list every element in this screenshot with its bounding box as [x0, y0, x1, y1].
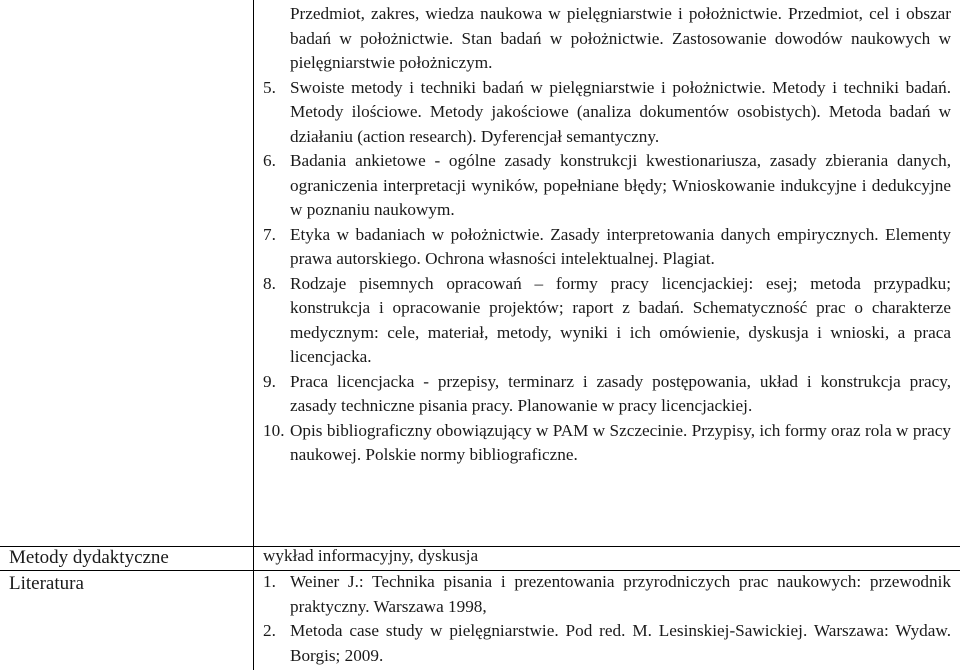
- item-text: Metoda case study w pielęgniarstwie. Pod red. M. Lesinskiej-Sawickiej. Warszawa: Wydaw. Borgis; 2009.: [290, 621, 951, 665]
- item-text: Badania ankietowe - ogólne zasady konstrukcji kwestionariusza, zasady zbierania danych, ograniczenia interpretacji wyników, popełniane błędy; Wnioskowanie indukcyjne i dedukcyjne w poznaniu naukowym.: [290, 151, 951, 219]
- item-text: Weiner J.: Technika pisania i prezentowania przyrodniczych prac naukowych: przewodnik praktyczny. Warszawa 1998,: [290, 572, 951, 616]
- list-item: [263, 370, 951, 419]
- literature-item: [263, 619, 951, 668]
- item-number: 6.: [263, 151, 276, 170]
- course-content-cell: [263, 2, 951, 468]
- item-text: Opis bibliograficzny obowiązujący w PAM w Szczecinie. Przypisy, ich formy oraz rola w pracy naukowej. Polskie normy bibliograficzne.: [290, 420, 951, 464]
- list-item: [263, 272, 951, 370]
- literature-item: [263, 570, 951, 619]
- item-number: 10.: [263, 420, 285, 440]
- item-text: Swoiste metody i techniki badań w pielęgniarstwie i położnictwie. Metody i techniki badań. Metody ilościowe. Metody jakościowe (analiza dokumentów osobistych). Metoda badań w działaniu (action research). Dyferencjał semantyczny.: [290, 77, 951, 146]
- methods-label: Metody dydaktyczne: [9, 547, 169, 568]
- item-text: Praca licencjacka - przepisy, terminarz i zasady postępowania, układ i konstrukcja pracy, zasady techniczne pisania pracy. Planowanie w pracy licencjackiej.: [290, 371, 951, 415]
- list-item: [263, 76, 951, 150]
- item-number: 7.: [263, 224, 276, 244]
- item-number: 8.: [263, 273, 276, 293]
- item-number: 2.: [263, 621, 276, 640]
- list-item: [263, 149, 951, 223]
- item-text: Etyka w badaniach w położnictwie. Zasady interpretowania danych empirycznych. Elementy prawa autorskiego. Ochrona własności intelektualnej. Plagiat.: [290, 224, 951, 268]
- list-item: [263, 419, 951, 468]
- literature-list: [263, 570, 951, 668]
- item-number: 5.: [263, 77, 276, 97]
- methods-value: wykład informacyjny, dyskusja: [263, 546, 479, 565]
- item-number: 9.: [263, 371, 276, 391]
- list-item: [263, 223, 951, 272]
- intro-paragraph: Przedmiot, zakres, wiedza naukowa w pielęgniarstwie i położnictwie. Przedmiot, cel i obszar badań w położnictwie. Stan badań w położnictwie. Zastosowanie dowodów naukowych w pielęgniarstwie położniczym.: [290, 4, 951, 72]
- item-text: Rodzaje pisemnych opracowań – formy pracy licencjackiej: esej; metoda przypadku; konstrukcja i opracowanie projektów; raport z badań. Schematyczność prac o charakterze medycznym: cele, materiał, metody, wyniki i ich omówienie, dyskusja i wnioski, a praca licencjacka.: [290, 273, 951, 366]
- item-number: 1.: [263, 572, 276, 591]
- literature-label: Literatura: [9, 573, 84, 594]
